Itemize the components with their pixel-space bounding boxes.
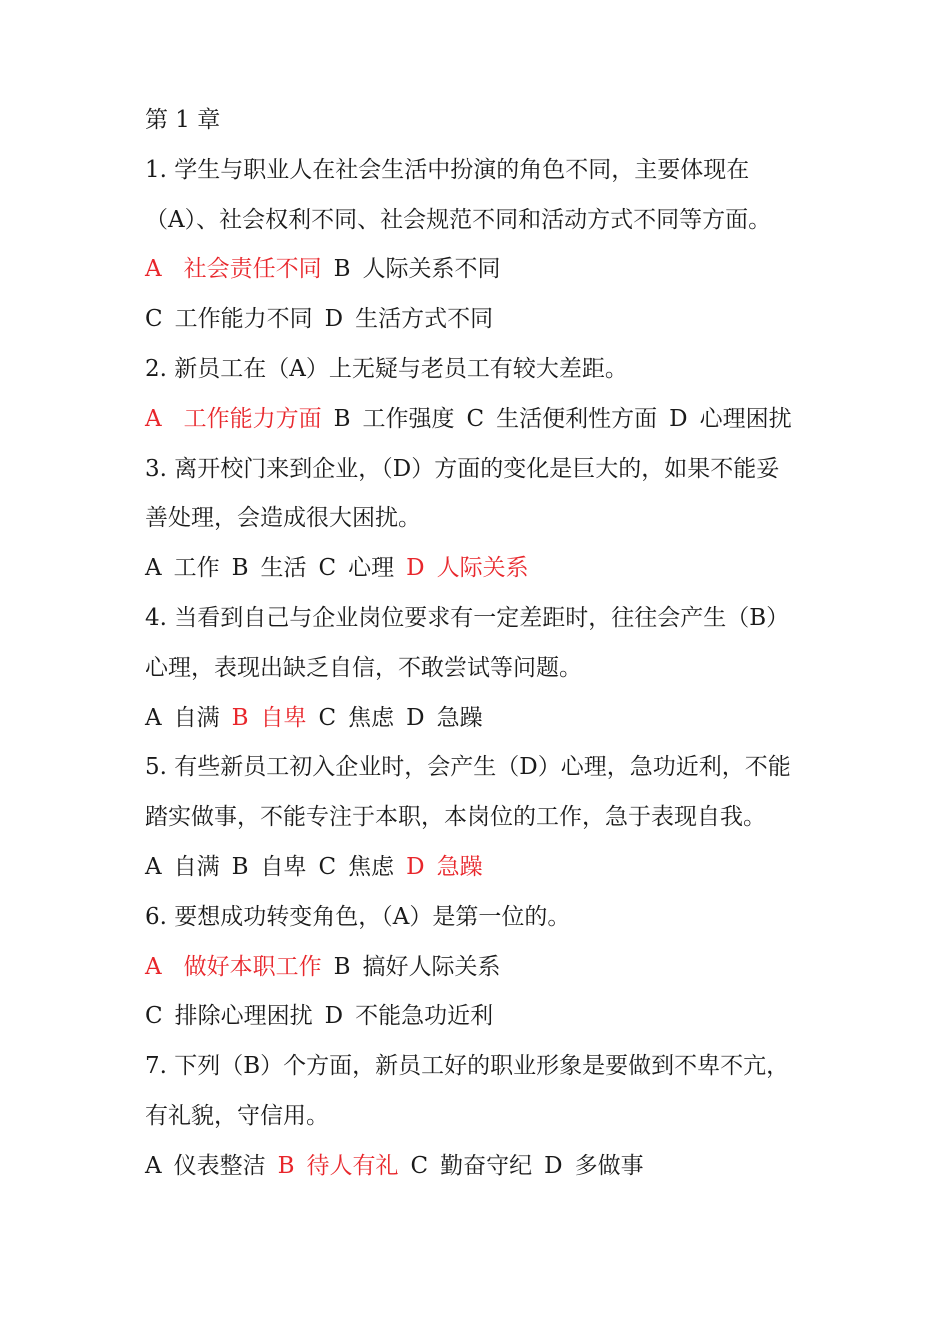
option-letter: D: [669, 405, 688, 432]
option-letter: C: [318, 704, 337, 731]
option-text: 心理困扰: [699, 405, 792, 432]
question-text-line: 7. 下列（B）个方面，新员工好的职业形象是要做到不卑不亢，: [145, 1053, 790, 1080]
answer-option: [145, 705, 220, 731]
question-text-line: 5. 有些新员工初入企业时，会产生（D）心理，急功近利，不能: [145, 754, 791, 781]
option-letter: C: [318, 853, 337, 880]
option-text: 自满: [173, 704, 220, 731]
question-text-line: （A）、社会权利不同、社会规范不同和活动方式不同等方面。: [145, 206, 772, 233]
option-text: 急躁: [436, 853, 483, 880]
answer-option: [145, 555, 220, 581]
answer-option: [145, 954, 322, 980]
option-text: 工作能力方面: [183, 405, 322, 432]
option-text: 做好本职工作: [183, 953, 322, 980]
question-text-line: 有礼貌，守信用。: [145, 1102, 329, 1129]
options-line: [145, 395, 825, 445]
answer-option: [325, 1003, 493, 1029]
option-letter: A: [145, 555, 162, 582]
option-text: 生活便利性方面: [496, 405, 658, 432]
options-line: [145, 694, 825, 744]
answer-option: [325, 306, 493, 332]
option-text: 心理: [348, 555, 395, 582]
answer-option: [406, 705, 482, 731]
option-letter: C: [145, 306, 163, 333]
option-text: 人际关系: [436, 555, 529, 582]
answer-option: [232, 705, 307, 731]
answer-option: [334, 954, 501, 980]
option-letter: D: [324, 1003, 344, 1030]
options-line: [145, 1142, 825, 1192]
option-letter: B: [231, 853, 249, 880]
option-text: 急躁: [436, 704, 483, 731]
answer-option: [319, 555, 395, 581]
option-text: 社会责任不同: [183, 256, 322, 283]
option-letter: A: [145, 953, 162, 980]
option-text: 待人有礼: [306, 1152, 399, 1179]
option-text: 焦虑: [348, 704, 395, 731]
question-text-line: 心理，表现出缺乏自信，不敢尝试等问题。: [145, 654, 582, 681]
option-text: 自卑: [260, 704, 307, 731]
question-text-line: 6. 要想成功转变角色，（A）是第一位的。: [145, 903, 571, 930]
option-letter: B: [231, 555, 249, 582]
option-letter: B: [333, 953, 351, 980]
document-content: [145, 96, 825, 1192]
answer-option: [145, 256, 322, 282]
option-text: 多做事: [574, 1152, 644, 1179]
option-text: 人际关系不同: [362, 256, 501, 283]
question-text-line: 善处理，会造成很大困扰。: [145, 505, 421, 532]
option-letter: B: [231, 704, 249, 731]
option-text: 自卑: [260, 853, 307, 880]
options-line: [145, 544, 825, 594]
option-text: 不能急功近利: [355, 1003, 494, 1030]
option-text: 工作: [173, 555, 220, 582]
option-text: 生活方式不同: [355, 306, 494, 333]
option-text: 勤奋守纪: [440, 1152, 533, 1179]
option-text: 搞好人际关系: [362, 953, 501, 980]
answer-option: [411, 1153, 533, 1179]
answer-option: [145, 854, 220, 880]
options-line: [145, 245, 825, 295]
option-text: 工作能力不同: [174, 306, 313, 333]
answer-option: [319, 705, 395, 731]
answer-option: [669, 406, 791, 432]
option-text: 仪表整洁: [173, 1152, 266, 1179]
option-letter: D: [406, 704, 425, 731]
answer-option: [406, 555, 528, 581]
answer-option: [232, 555, 307, 581]
question-text-line: 3. 离开校门来到企业，（D）方面的变化是巨大的，如果不能妥: [145, 455, 780, 482]
option-letter: B: [333, 405, 351, 432]
options-line: [145, 295, 825, 345]
chapter-title: 第 1 章: [145, 107, 221, 133]
option-letter: A: [145, 853, 162, 880]
option-letter: D: [406, 853, 425, 880]
answer-option: [278, 1153, 399, 1179]
options-line: [145, 843, 825, 893]
answer-option: [334, 256, 501, 282]
option-text: 自满: [173, 853, 220, 880]
option-letter: D: [544, 1152, 563, 1179]
question-text-line: 踏实做事，不能专注于本职，本岗位的工作，急于表现自我。: [145, 804, 766, 831]
answer-option: [145, 1003, 313, 1029]
answer-option: [145, 1153, 266, 1179]
question-text-line: 1. 学生与职业人在社会生活中扮演的角色不同，主要体现在: [145, 156, 750, 183]
option-letter: C: [318, 555, 337, 582]
option-letter: A: [145, 704, 162, 731]
option-text: 焦虑: [348, 853, 395, 880]
option-text: 生活: [260, 555, 307, 582]
options-line: [145, 943, 825, 993]
answer-option: [145, 406, 322, 432]
option-letter: D: [406, 555, 425, 582]
option-text: 工作强度: [362, 405, 455, 432]
option-letter: C: [145, 1003, 163, 1030]
answer-option: [544, 1153, 643, 1179]
question-text-line: 2. 新员工在（A）上无疑与老员工有较大差距。: [145, 355, 628, 382]
option-letter: B: [277, 1152, 295, 1179]
option-letter: B: [333, 256, 351, 283]
option-letter: C: [466, 405, 485, 432]
option-letter: A: [145, 405, 162, 432]
answer-option: [467, 406, 658, 432]
options-line: [145, 992, 825, 1042]
answer-option: [232, 854, 307, 880]
answer-option: [334, 406, 455, 432]
answer-option: [319, 854, 395, 880]
option-letter: A: [145, 256, 162, 283]
option-letter: C: [410, 1152, 429, 1179]
answer-option: [406, 854, 482, 880]
option-text: 排除心理困扰: [174, 1003, 313, 1030]
answer-option: [145, 306, 313, 332]
option-letter: D: [324, 306, 344, 333]
question-text-line: 4. 当看到自己与企业岗位要求有一定差距时，往往会产生（B）: [145, 604, 790, 631]
option-letter: A: [145, 1152, 162, 1179]
